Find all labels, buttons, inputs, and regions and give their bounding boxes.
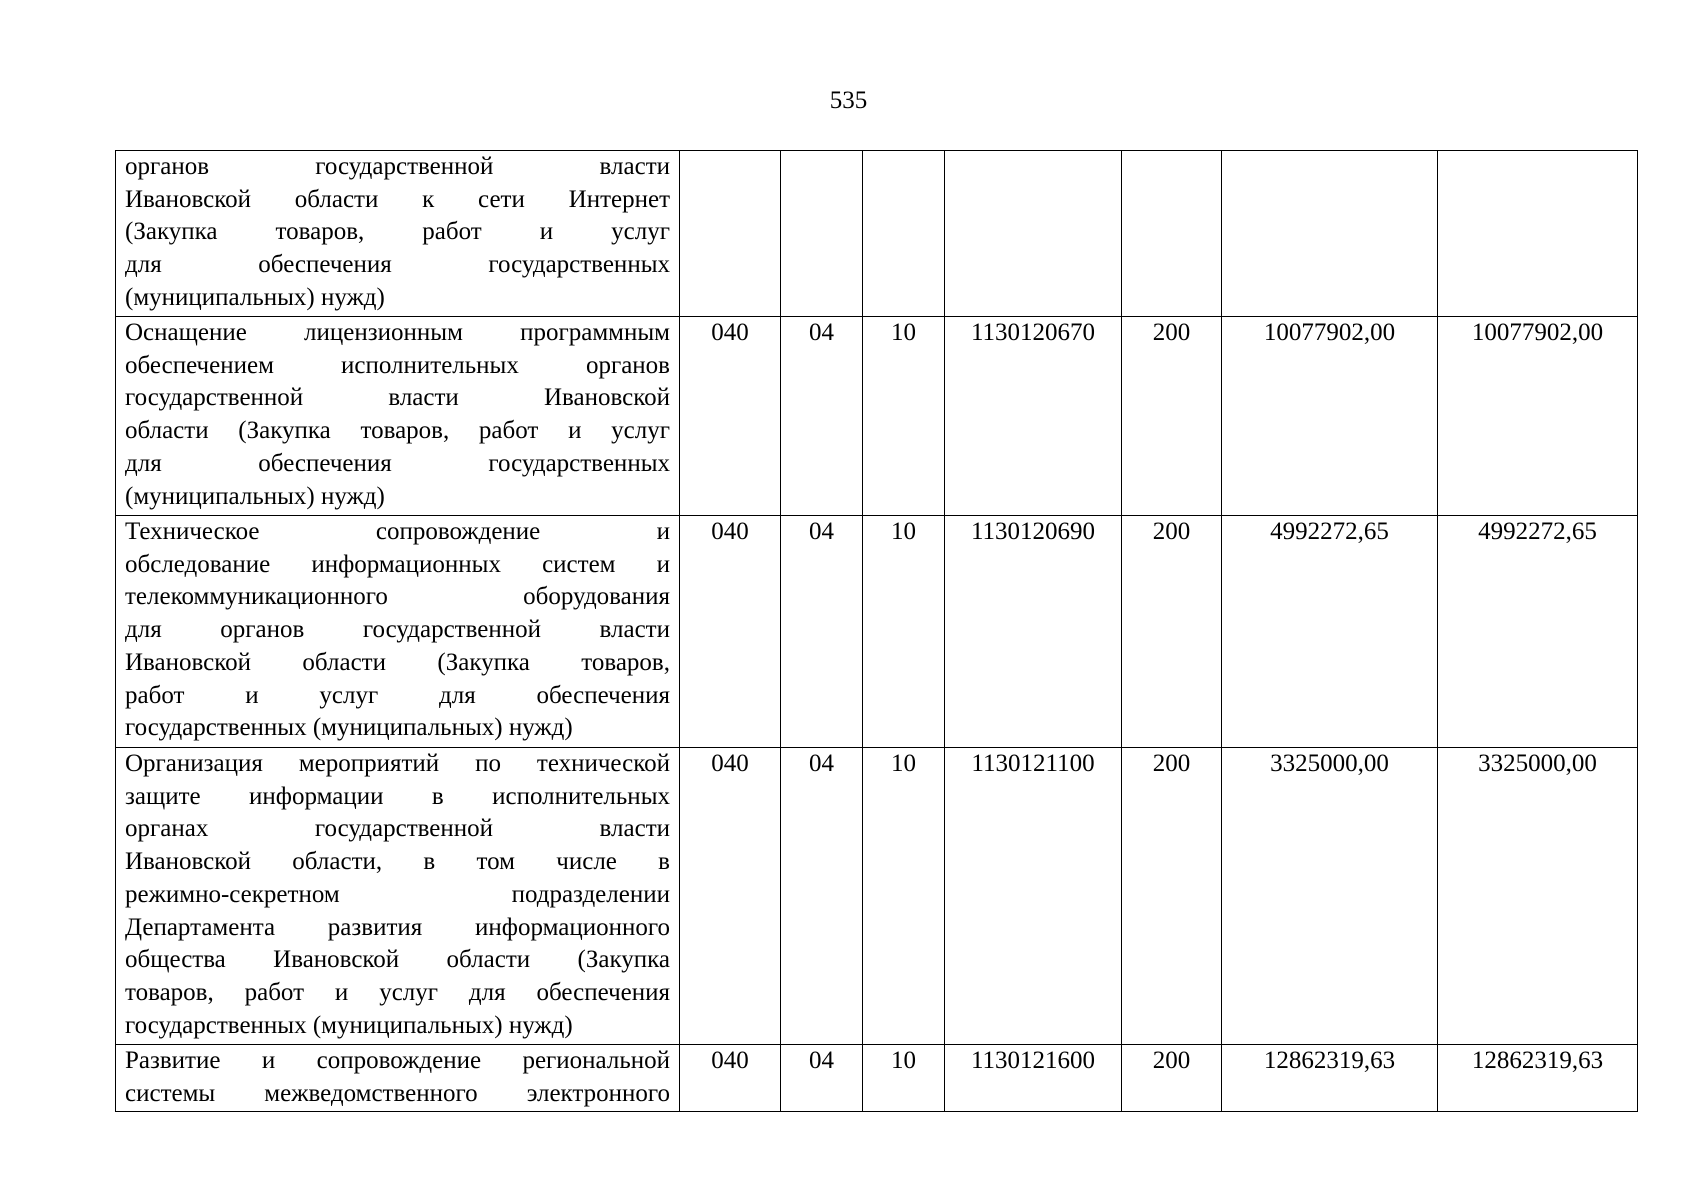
row-description: Организация мероприятий по технической защите информации в исполнительных органах государственной власти Ивановской области, в том числе в режимно-секретном подразделении Департамента развития информационного общества Ивановской области (Закупка товаров, работ и услуг для обеспечения государственных (муниципальных) нужд) <box>116 748 680 1045</box>
section-code: 04 <box>781 748 863 1045</box>
subsection-code <box>863 151 945 317</box>
expense-type-code: 200 <box>1122 317 1222 516</box>
expense-type-code <box>1122 151 1222 317</box>
row-description: Техническое сопровождение и обследование информационных систем и телекоммуникационного оборудования для органов государственной власти Ивановской области (Закупка товаров, работ и услуг для обеспечения государственных (муниципальных) нужд) <box>116 516 680 748</box>
subsection-code: 10 <box>863 317 945 516</box>
row-description: Развитие и сопровождение региональной системы межведомственного электронного <box>116 1045 680 1112</box>
amount-1: 3325000,00 <box>1222 748 1438 1045</box>
row-description: Оснащение лицензионным программным обеспечением исполнительных органов государственной власти Ивановской области (Закупка товаров, работ и услуг для обеспечения государственных (муниципальных) нужд) <box>116 317 680 516</box>
expense-type-code: 200 <box>1122 516 1222 748</box>
ministry-code: 040 <box>680 516 781 748</box>
page-number: 535 <box>829 87 868 114</box>
subsection-code: 10 <box>863 748 945 1045</box>
amount-1: 4992272,65 <box>1222 516 1438 748</box>
section-code: 04 <box>781 317 863 516</box>
table-row <box>116 748 1638 1045</box>
target-article-code: 1130120690 <box>945 516 1122 748</box>
amount-2 <box>1438 151 1638 317</box>
target-article-code <box>945 151 1122 317</box>
target-article-code: 1130121100 <box>945 748 1122 1045</box>
amount-1 <box>1222 151 1438 317</box>
target-article-code: 1130120670 <box>945 317 1122 516</box>
target-article-code: 1130121600 <box>945 1045 1122 1112</box>
section-code: 04 <box>781 1045 863 1112</box>
ministry-code <box>680 151 781 317</box>
table-row <box>116 1045 1638 1112</box>
subsection-code: 10 <box>863 1045 945 1112</box>
amount-2: 12862319,63 <box>1438 1045 1638 1112</box>
ministry-code: 040 <box>680 1045 781 1112</box>
expense-type-code: 200 <box>1122 748 1222 1045</box>
amount-2: 4992272,65 <box>1438 516 1638 748</box>
section-code <box>781 151 863 317</box>
table-row <box>116 151 1638 317</box>
amount-1: 10077902,00 <box>1222 317 1438 516</box>
row-description: органов государственной власти Ивановской области к сети Интернет (Закупка товаров, работ и услуг для обеспечения государственных (муниципальных) нужд) <box>116 151 680 317</box>
ministry-code: 040 <box>680 748 781 1045</box>
amount-1: 12862319,63 <box>1222 1045 1438 1112</box>
ministry-code: 040 <box>680 317 781 516</box>
budget-table <box>115 150 1638 1112</box>
table-row <box>116 516 1638 748</box>
expense-type-code: 200 <box>1122 1045 1222 1112</box>
amount-2: 10077902,00 <box>1438 317 1638 516</box>
table-row <box>116 317 1638 516</box>
amount-2: 3325000,00 <box>1438 748 1638 1045</box>
subsection-code: 10 <box>863 516 945 748</box>
section-code: 04 <box>781 516 863 748</box>
